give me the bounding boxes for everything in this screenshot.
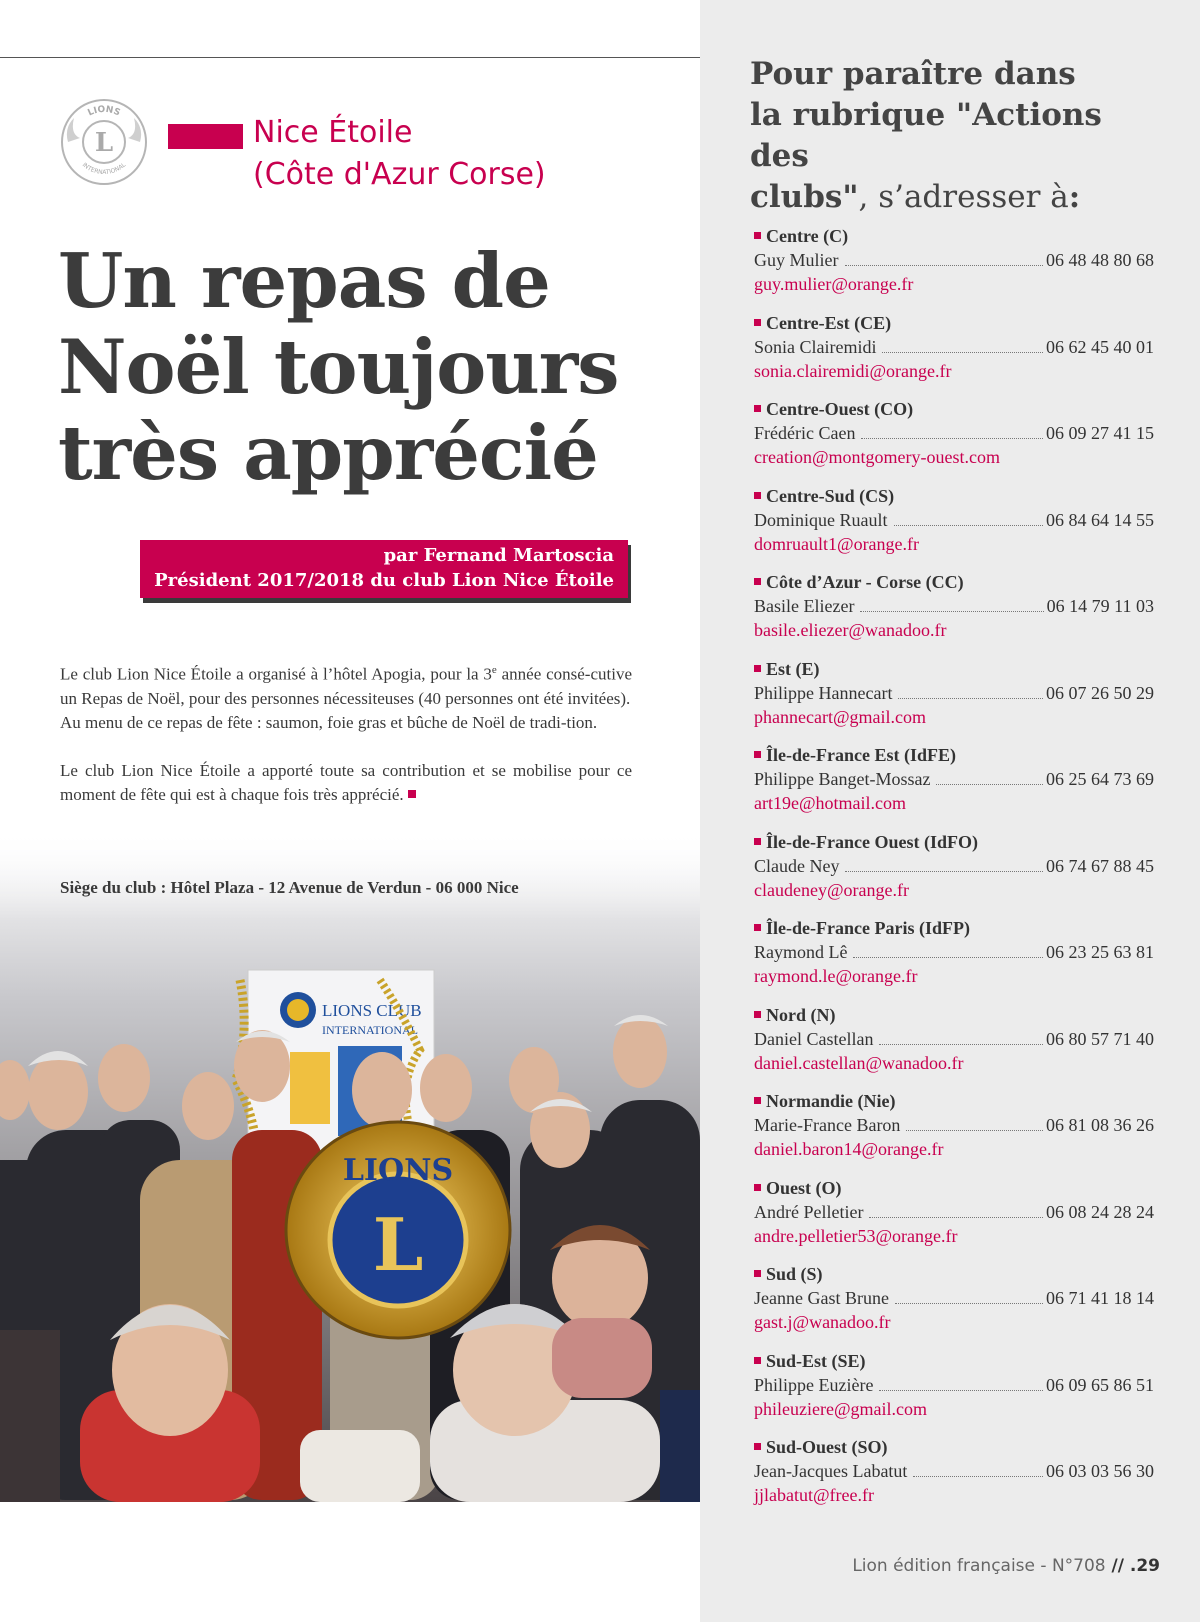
region-name-text: Île-de-France Ouest (IdFO) bbox=[766, 831, 978, 852]
region-name bbox=[754, 1089, 1154, 1113]
region-entry bbox=[754, 657, 1154, 744]
footer-text: Lion édition française - N°708 bbox=[852, 1556, 1106, 1576]
bullet-icon bbox=[754, 1184, 761, 1191]
dot-leader bbox=[860, 611, 1043, 612]
region-contact-line bbox=[754, 1459, 1154, 1483]
headline-line1: Un repas de bbox=[58, 237, 550, 325]
region-name-text: Sud (S) bbox=[766, 1264, 823, 1284]
region-entry bbox=[754, 830, 1154, 917]
contact-email[interactable]: phannecart@gmail.com bbox=[754, 706, 927, 727]
region-entry bbox=[754, 1435, 1154, 1522]
region-name bbox=[754, 1003, 1154, 1027]
contact-email[interactable]: andre.pelletier53@orange.fr bbox=[754, 1225, 958, 1246]
region-contact-line bbox=[754, 248, 1154, 272]
paragraph-3-text: Le club Lion Nice Étoile a apporté toute sa contribution et se mobilise pour ce moment de fête qui est à chaque fois très apprécié. bbox=[60, 760, 632, 804]
region-name-text: Est (E) bbox=[766, 658, 820, 679]
dot-leader bbox=[898, 698, 1043, 699]
contact-email[interactable]: art19e@hotmail.com bbox=[754, 793, 907, 813]
region-name bbox=[754, 1435, 1154, 1459]
contact-phone: 06 08 24 28 24 bbox=[1046, 1201, 1154, 1222]
region-entry bbox=[754, 916, 1154, 1003]
contact-email[interactable]: daniel.baron14@orange.fr bbox=[754, 1139, 944, 1159]
bullet-icon bbox=[754, 665, 761, 672]
contact-email[interactable]: sonia.clairemidi@orange.fr bbox=[754, 360, 952, 381]
headline-line2: Noël toujours bbox=[58, 323, 619, 411]
contact-email[interactable]: claudeney@orange.fr bbox=[754, 879, 909, 900]
contact-email[interactable]: daniel.castellan@wanadoo.fr bbox=[754, 1052, 964, 1073]
sidebar-title-colon: : bbox=[1068, 179, 1081, 215]
dot-leader bbox=[894, 525, 1044, 526]
region-contact-line bbox=[754, 1027, 1154, 1051]
article-paragraph-2: Au menu de ce repas de fête : saumon, foie gras et bûche de Noël de tradi-tion. bbox=[60, 712, 598, 732]
region-name bbox=[754, 830, 1154, 854]
page-footer bbox=[852, 1556, 1160, 1576]
contact-email[interactable]: basile.eliezer@wanadoo.fr bbox=[754, 620, 947, 640]
event-photo bbox=[0, 830, 700, 1502]
club-name-line1: Nice Étoile bbox=[253, 115, 413, 150]
contact-person: Raymond Lê bbox=[754, 942, 848, 962]
region-name bbox=[754, 1262, 1154, 1286]
contact-phone: 06 84 64 14 55 bbox=[1046, 509, 1154, 530]
contact-person: Philippe Hannecart bbox=[754, 682, 893, 703]
club-address: Siège du club : Hôtel Plaza - 12 Avenue de Verdun - 06 000 Nice bbox=[60, 878, 519, 897]
logo-top-text: LIONS bbox=[86, 104, 122, 119]
contact-email[interactable]: gast.j@wanadoo.fr bbox=[754, 1312, 891, 1332]
banner-text-1: LIONS CLUB bbox=[322, 1001, 422, 1020]
bullet-icon bbox=[754, 924, 761, 931]
region-name-text: Centre (C) bbox=[766, 226, 849, 246]
bullet-icon bbox=[754, 319, 761, 326]
top-rule bbox=[0, 57, 700, 58]
sidebar bbox=[700, 0, 1200, 1622]
bullet-icon bbox=[754, 578, 761, 585]
bullet-icon bbox=[754, 1357, 761, 1364]
contact-email[interactable]: domruault1@orange.fr bbox=[754, 533, 920, 554]
contact-person: Guy Mulier bbox=[754, 250, 839, 270]
region-entry bbox=[754, 311, 1154, 398]
region-contact-line bbox=[754, 508, 1154, 532]
footer-separator: // bbox=[1105, 1556, 1130, 1576]
region-name bbox=[754, 1176, 1154, 1200]
byline-role: Président 2017/2018 du club Lion Nice Étoile bbox=[154, 570, 614, 591]
dot-leader bbox=[879, 1044, 1043, 1045]
contact-person: Frédéric Caen bbox=[754, 423, 856, 443]
bullet-icon bbox=[754, 1270, 761, 1277]
region-entry bbox=[754, 1349, 1154, 1436]
contact-person: Claude Ney bbox=[754, 855, 840, 876]
emblem-letter: L bbox=[372, 1202, 424, 1287]
region-entry bbox=[754, 1262, 1154, 1349]
contact-person: Marie-France Baron bbox=[754, 1115, 901, 1135]
logo-letter: L bbox=[94, 128, 114, 158]
contact-phone: 06 03 03 56 30 bbox=[1046, 1461, 1154, 1481]
region-entry bbox=[754, 224, 1154, 311]
contact-person: Jeanne Gast Brune bbox=[754, 1288, 889, 1308]
headline-line3: très apprécié bbox=[58, 409, 598, 497]
region-name bbox=[754, 1349, 1154, 1373]
region-contact-line bbox=[754, 1113, 1154, 1137]
region-contact-line bbox=[754, 594, 1154, 618]
region-name-text: Sud-Ouest (SO) bbox=[766, 1437, 888, 1457]
dot-leader bbox=[845, 265, 1044, 266]
contact-person: Jean-Jacques Labatut bbox=[754, 1461, 908, 1481]
contact-phone: 06 74 67 88 45 bbox=[1046, 855, 1154, 876]
dot-leader bbox=[882, 352, 1043, 353]
region-entry bbox=[754, 743, 1154, 830]
emblem-text: LIONS bbox=[342, 1153, 454, 1188]
club-name bbox=[253, 112, 546, 196]
region-name-text: Centre-Ouest (CO) bbox=[766, 399, 914, 419]
region-name-text: Côte d’Azur - Corse (CC) bbox=[766, 572, 964, 592]
contact-person: Sonia Clairemidi bbox=[754, 336, 877, 357]
sidebar-title-line2: la rubrique "Actions des bbox=[750, 97, 1102, 174]
dot-leader bbox=[906, 1130, 1043, 1131]
club-name-line2: (Côte d'Azur Corse) bbox=[253, 157, 546, 192]
headline bbox=[58, 238, 678, 496]
bullet-icon bbox=[754, 405, 761, 412]
region-name bbox=[754, 916, 1154, 940]
end-mark-icon bbox=[408, 790, 416, 798]
contact-phone: 06 48 48 80 68 bbox=[1046, 250, 1154, 270]
sidebar-title-line3: clubs" bbox=[750, 179, 859, 215]
bullet-icon bbox=[754, 1097, 761, 1104]
region-contact-line bbox=[754, 1200, 1154, 1224]
contact-person: Daniel Castellan bbox=[754, 1028, 874, 1049]
bullet-icon bbox=[754, 1011, 761, 1018]
sidebar-title bbox=[750, 54, 1170, 218]
contact-phone: 06 62 45 40 01 bbox=[1046, 336, 1154, 357]
byline-author: par Fernand Martoscia bbox=[383, 545, 614, 566]
bullet-icon bbox=[754, 492, 761, 499]
region-name-text: Ouest (O) bbox=[766, 1177, 842, 1198]
region-name-text: Île-de-France Est (IdFE) bbox=[766, 745, 956, 765]
region-contact-line bbox=[754, 767, 1154, 791]
contact-person: Philippe Euzière bbox=[754, 1374, 874, 1395]
bullet-icon bbox=[754, 838, 761, 845]
region-contact-line bbox=[754, 681, 1154, 705]
sidebar-title-line1: Pour paraître dans bbox=[750, 56, 1076, 92]
dot-leader bbox=[936, 784, 1043, 785]
region-name bbox=[754, 570, 1154, 594]
paragraph-1-start: Le club Lion Nice Étoile a organisé à l’hôtel Apogia, pour la 3 bbox=[60, 664, 492, 684]
region-name bbox=[754, 743, 1154, 767]
dot-leader bbox=[895, 1303, 1043, 1304]
contact-phone: 06 80 57 71 40 bbox=[1046, 1028, 1154, 1049]
contact-person: Basile Eliezer bbox=[754, 596, 855, 616]
region-contact-line bbox=[754, 854, 1154, 878]
region-entry bbox=[754, 1176, 1154, 1263]
article-paragraph-3 bbox=[60, 759, 632, 807]
contact-email[interactable]: guy.mulier@orange.fr bbox=[754, 274, 914, 294]
dot-leader bbox=[853, 957, 1043, 958]
bullet-icon bbox=[754, 751, 761, 758]
bullet-icon bbox=[754, 1443, 761, 1450]
region-contact-line bbox=[754, 335, 1154, 359]
contact-person: Philippe Banget-Mossaz bbox=[754, 769, 931, 789]
region-name-text: Île-de-France Paris (IdFP) bbox=[766, 918, 970, 938]
contact-person: Dominique Ruault bbox=[754, 509, 888, 530]
region-entry bbox=[754, 570, 1154, 657]
region-entry bbox=[754, 1003, 1154, 1090]
region-entry bbox=[754, 484, 1154, 571]
region-name bbox=[754, 311, 1154, 335]
article-body bbox=[60, 658, 632, 807]
region-entry bbox=[754, 1089, 1154, 1176]
svg-text:LIONS bbox=[86, 105, 121, 119]
contact-phone: 06 81 08 36 26 bbox=[1046, 1115, 1154, 1135]
logo-bottom-text: INTERNATIONAL bbox=[80, 161, 128, 177]
contact-email[interactable]: phileuziere@gmail.com bbox=[754, 1398, 928, 1419]
bullet-icon bbox=[754, 232, 761, 239]
lions-logo-icon bbox=[60, 98, 148, 186]
contact-phone: 06 71 41 18 14 bbox=[1046, 1288, 1154, 1308]
club-accent-bar bbox=[168, 124, 243, 149]
dot-leader bbox=[913, 1476, 1043, 1477]
region-contact-line bbox=[754, 1286, 1154, 1310]
region-contact-line bbox=[754, 940, 1154, 964]
contact-phone: 06 09 65 86 51 bbox=[1046, 1374, 1154, 1395]
region-name-text: Sud-Est (SE) bbox=[766, 1350, 866, 1371]
region-name bbox=[754, 657, 1154, 681]
page-number: .29 bbox=[1129, 1556, 1160, 1576]
contact-phone: 06 14 79 11 03 bbox=[1046, 596, 1154, 616]
region-name-text: Nord (N) bbox=[766, 1004, 836, 1025]
region-name bbox=[754, 224, 1154, 248]
region-contact-line bbox=[754, 421, 1154, 445]
dot-leader bbox=[879, 1390, 1043, 1391]
contact-phone: 06 09 27 41 15 bbox=[1046, 423, 1154, 443]
region-contact-line bbox=[754, 1373, 1154, 1397]
contact-person: André Pelletier bbox=[754, 1201, 864, 1222]
article-paragraph-1 bbox=[60, 658, 632, 711]
region-name-text: Centre-Est (CE) bbox=[766, 312, 892, 333]
region-name bbox=[754, 397, 1154, 421]
contact-phone: 06 23 25 63 81 bbox=[1046, 942, 1154, 962]
byline bbox=[140, 540, 628, 598]
banner-text-2: INTERNATIONAL bbox=[322, 1023, 418, 1037]
dot-leader bbox=[845, 871, 1043, 872]
contact-phone: 06 07 26 50 29 bbox=[1046, 682, 1154, 703]
contact-email[interactable]: jjlabatut@free.fr bbox=[754, 1485, 875, 1505]
dot-leader bbox=[861, 438, 1043, 439]
region-name-text: Normandie (Nie) bbox=[766, 1091, 896, 1111]
contact-email[interactable]: creation@montgomery-ouest.com bbox=[754, 447, 1001, 467]
ordinal-suffix: e bbox=[491, 664, 497, 676]
dot-leader bbox=[869, 1217, 1043, 1218]
region-contact-list bbox=[754, 224, 1154, 1522]
region-name-text: Centre-Sud (CS) bbox=[766, 485, 895, 506]
region-entry bbox=[754, 397, 1154, 484]
sidebar-title-light: , s’adresser à bbox=[858, 179, 1069, 215]
paragraph-1-end: année consé-cutive un Repas de Noël, pour des personnes nécessiteuses (40 personnes ont été invitées). bbox=[60, 664, 632, 708]
region-name bbox=[754, 484, 1154, 508]
contact-phone: 06 25 64 73 69 bbox=[1046, 769, 1154, 789]
contact-email[interactable]: raymond.le@orange.fr bbox=[754, 966, 918, 986]
